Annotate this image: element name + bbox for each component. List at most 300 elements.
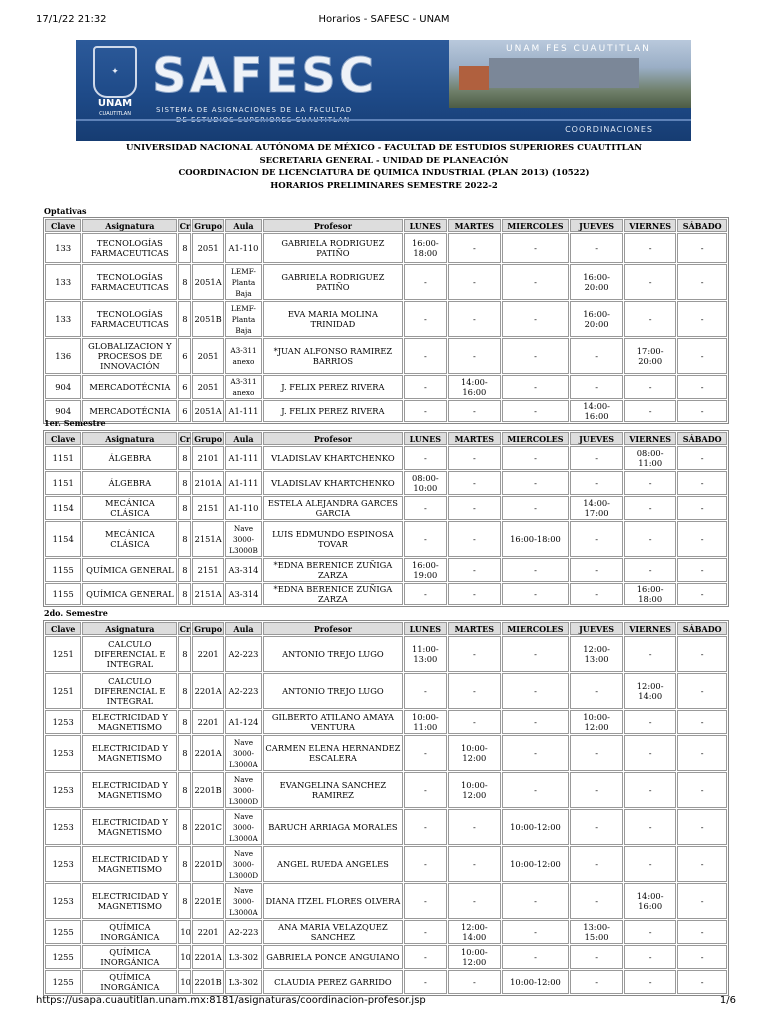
column-header: SÁBADO: [677, 622, 727, 635]
table-cell: [404, 264, 447, 300]
cell-text: -: [472, 314, 476, 324]
table-cell: [263, 809, 402, 845]
cell-text: -: [423, 785, 427, 795]
cell-text: 2051: [197, 243, 219, 253]
table-cell: [624, 521, 677, 557]
column-header: LUNES: [404, 432, 447, 445]
cell-text: 8: [182, 277, 188, 287]
cell-text: A1-111: [228, 478, 259, 488]
cell-text: ÁLGEBRA: [108, 453, 152, 463]
table-cell: [178, 338, 191, 374]
table-cell: [82, 446, 177, 470]
table-cell: [404, 338, 447, 374]
cell-text: -: [595, 686, 598, 696]
cell-text: 8: [182, 896, 188, 906]
cell-text: GABRIELA RODRIGUEZ PATIÑO: [281, 238, 385, 258]
table-cell: [677, 301, 727, 337]
cell-text: A3-311 anexo: [230, 346, 257, 366]
table-row: [45, 338, 727, 374]
cell-text: -: [534, 478, 537, 488]
table-cell: [624, 375, 677, 399]
table-cell: [404, 636, 447, 672]
cell-text: 1155: [52, 565, 74, 575]
cell-text: A2-223: [228, 927, 259, 937]
cell-text: J. FELIX PEREZ RIVERA: [281, 406, 385, 416]
cell-text: 12:00-13:00: [583, 644, 610, 664]
cell-text: QUÍMICA GENERAL: [86, 565, 174, 575]
table-cell: [82, 496, 177, 520]
table-cell: [225, 496, 262, 520]
table-cell: [263, 583, 402, 605]
table-cell: [502, 920, 570, 944]
print-page-title: Horarios - SAFESC - UNAM: [318, 14, 450, 25]
schedule-table: [43, 430, 729, 607]
table-cell: [404, 710, 447, 734]
table-cell: [82, 772, 177, 808]
cell-text: 8: [182, 589, 188, 599]
table-cell: [82, 945, 177, 969]
table-cell: [45, 846, 81, 882]
cell-text: 136: [55, 351, 72, 361]
cell-text: 8: [182, 565, 188, 575]
table-cell: [178, 846, 191, 882]
table-cell: [192, 301, 223, 337]
table-cell: [178, 583, 191, 605]
table-cell: [448, 583, 501, 605]
cell-text: -: [534, 314, 537, 324]
table-cell: [82, 471, 177, 495]
table-cell: [448, 673, 501, 709]
cell-text: 133: [55, 243, 72, 253]
cell-text: MERCADOTÉCNIA: [89, 382, 171, 392]
table-cell: [45, 636, 81, 672]
cell-text: -: [423, 503, 427, 513]
cell-text: 8: [182, 534, 188, 544]
table-cell: [82, 521, 177, 557]
cell-text: -: [700, 503, 704, 513]
cell-text: -: [648, 952, 652, 962]
cell-text: -: [534, 503, 537, 513]
cell-text: -: [423, 351, 427, 361]
cell-text: 2201B: [194, 977, 222, 987]
table-cell: [225, 558, 262, 582]
table-cell: [192, 945, 223, 969]
cell-text: -: [648, 977, 652, 987]
cell-text: -: [472, 243, 476, 253]
table-cell: [570, 636, 623, 672]
cell-text: ESTELA ALEJANDRA GARCES GARCIA: [267, 498, 398, 518]
cell-text: -: [648, 314, 652, 324]
cell-text: 1251: [52, 649, 74, 659]
cell-text: -: [534, 748, 537, 758]
cell-text: -: [648, 406, 652, 416]
table-cell: [570, 583, 623, 605]
cell-text: 1253: [52, 822, 74, 832]
table-cell: [448, 233, 501, 263]
cell-text: 14:00-16:00: [460, 377, 488, 397]
table-cell: [570, 970, 623, 994]
cell-text: -: [534, 952, 537, 962]
table-cell: [448, 636, 501, 672]
cell-text: 14:00-16:00: [583, 401, 610, 421]
cell-text: A3-314: [228, 589, 259, 599]
table-cell: [570, 809, 623, 845]
column-header: Cr: [179, 220, 191, 231]
table-cell: [45, 233, 81, 263]
table-cell: [192, 883, 223, 919]
table-row: [45, 920, 727, 944]
table-cell: [404, 471, 447, 495]
table-cell: [178, 970, 191, 994]
table-cell: [502, 583, 570, 605]
cell-text: -: [700, 952, 704, 962]
table-cell: [263, 710, 402, 734]
table-cell: [404, 846, 447, 882]
table-cell: [448, 496, 501, 520]
table-cell: [448, 264, 501, 300]
cell-text: Nave 3000-L3000D: [228, 848, 259, 880]
table-cell: [82, 970, 177, 994]
table-cell: [448, 883, 501, 919]
column-header: Asignatura: [82, 432, 177, 445]
table-cell: [448, 920, 501, 944]
column-header: Grupo: [194, 433, 223, 444]
table-cell: [82, 558, 177, 582]
cell-text: -: [423, 589, 427, 599]
table-cell: [45, 375, 81, 399]
table-cell: [225, 636, 262, 672]
cell-text: -: [700, 277, 704, 287]
cell-text: MERCADOTÉCNIA: [89, 406, 171, 416]
cell-text: ELECTRICIDAD Y MAGNETISMO: [91, 817, 168, 837]
cell-text: -: [423, 896, 427, 906]
column-header: Profesor: [263, 219, 402, 232]
table-cell: [192, 920, 223, 944]
cell-text: -: [700, 243, 704, 253]
table-cell: [448, 945, 501, 969]
cell-text: -: [648, 649, 652, 659]
heading-line-2: SECRETARIA GENERAL - UNIDAD DE PLANEACIÓN: [259, 155, 509, 166]
table-cell: [45, 446, 81, 470]
table-cell: [192, 338, 223, 374]
cell-text: 2051: [197, 382, 219, 392]
table-cell: [570, 400, 623, 422]
table-cell: [45, 338, 81, 374]
cell-text: 16:00-19:00: [411, 560, 439, 580]
table-cell: [448, 970, 501, 994]
table-row: [45, 735, 727, 771]
column-header: Clave: [45, 432, 81, 445]
table-cell: [570, 772, 623, 808]
cell-text: -: [423, 952, 427, 962]
cell-text: ELECTRICIDAD Y MAGNETISMO: [91, 743, 168, 763]
column-header: JUEVES: [570, 622, 623, 635]
cell-text: -: [472, 649, 476, 659]
cell-text: A3-314: [228, 565, 259, 575]
cell-text: -: [423, 406, 427, 416]
table-cell: [263, 735, 402, 771]
cell-text: -: [534, 382, 537, 392]
cell-text: 2201: [197, 717, 219, 727]
table-cell: [502, 970, 570, 994]
table-cell: [263, 883, 402, 919]
table-cell: [178, 471, 191, 495]
cell-text: -: [700, 589, 704, 599]
column-header: Asignatura: [82, 622, 177, 635]
column-header: Profesor: [263, 622, 402, 635]
cell-text: 2101: [197, 453, 219, 463]
table-cell: [82, 264, 177, 300]
unam-logo-subtext: CUAUTITLAN: [99, 111, 131, 117]
cell-text: 8: [182, 822, 188, 832]
table-cell: [225, 883, 262, 919]
cell-text: 2201A: [194, 748, 222, 758]
cell-text: -: [700, 977, 704, 987]
table-cell: [624, 471, 677, 495]
table-cell: [192, 521, 223, 557]
unam-shield-icon: ✦: [93, 46, 137, 98]
table-cell: [448, 809, 501, 845]
cell-text: -: [648, 565, 652, 575]
table-row: [45, 883, 727, 919]
table-cell: [570, 673, 623, 709]
table-row: [45, 636, 727, 672]
cell-text: 2101A: [194, 478, 222, 488]
column-header: Aula: [225, 432, 262, 445]
cell-text: 16:00-18:00: [636, 584, 664, 604]
table-row: [45, 375, 727, 399]
cell-text: 8: [182, 785, 188, 795]
cell-text: 1253: [52, 748, 74, 758]
table-cell: [192, 673, 223, 709]
table-cell: [677, 233, 727, 263]
cell-text: -: [648, 748, 652, 758]
table-cell: [178, 233, 191, 263]
table-cell: [677, 400, 727, 422]
table-cell: [677, 471, 727, 495]
cell-text: -: [595, 977, 598, 987]
cell-text: 8: [182, 859, 188, 869]
cell-text: 1154: [52, 503, 74, 513]
cell-text: -: [595, 243, 598, 253]
table-cell: [263, 945, 402, 969]
table-cell: [263, 496, 402, 520]
table-cell: [502, 945, 570, 969]
column-header: MARTES: [448, 622, 501, 635]
cell-text: VLADISLAV KHARTCHENKO: [271, 478, 395, 488]
table-cell: [82, 920, 177, 944]
table-cell: [502, 772, 570, 808]
cell-text: CALCULO DIFERENCIAL E INTEGRAL: [94, 676, 166, 706]
cell-text: 08:00-10:00: [411, 473, 439, 493]
table-cell: [263, 301, 402, 337]
table-cell: [225, 920, 262, 944]
cell-text: -: [700, 649, 704, 659]
cell-text: -: [534, 565, 537, 575]
cell-text: -: [423, 748, 427, 758]
table-cell: [624, 710, 677, 734]
cell-text: 6: [182, 406, 188, 416]
table-cell: [404, 772, 447, 808]
table-cell: [570, 846, 623, 882]
heading-line-3: COORDINACION DE LICENCIATURA DE QUIMICA INDUSTRIAL (PLAN 2013) (10522): [178, 168, 590, 178]
cell-text: *EDNA BERENICE ZUÑIGA ZARZA: [273, 584, 393, 604]
table-row: [45, 521, 727, 557]
cell-text: ANA MARIA VELAZQUEZ SANCHEZ: [278, 922, 388, 942]
print-header: [0, 14, 768, 28]
table-cell: [502, 846, 570, 882]
table-cell: [192, 264, 223, 300]
table-cell: [677, 809, 727, 845]
cell-text: -: [595, 896, 598, 906]
section-title: 2do. Semestre: [44, 608, 108, 618]
table-cell: [677, 583, 727, 605]
table-cell: [624, 883, 677, 919]
column-header: LUNES: [404, 219, 447, 232]
table-cell: [178, 883, 191, 919]
table-cell: [502, 809, 570, 845]
table-cell: [570, 558, 623, 582]
cell-text: -: [423, 977, 427, 987]
cell-text: -: [595, 785, 598, 795]
table-cell: [570, 883, 623, 919]
table-cell: [178, 735, 191, 771]
cell-text: L3-302: [228, 977, 259, 987]
cell-text: ELECTRICIDAD Y MAGNETISMO: [91, 854, 168, 874]
banner-fes-label: UNAM FES CUAUTITLAN: [506, 44, 651, 54]
cell-text: -: [648, 503, 652, 513]
table-cell: [448, 375, 501, 399]
table-row: [45, 301, 727, 337]
table-cell: [677, 521, 727, 557]
table-cell: [404, 945, 447, 969]
table-cell: [192, 471, 223, 495]
cell-text: 2051A: [194, 277, 222, 287]
column-header: Asignatura: [82, 219, 177, 232]
cell-text: -: [700, 748, 704, 758]
cell-text: -: [534, 927, 537, 937]
table-cell: [225, 400, 262, 422]
cell-text: 8: [182, 649, 188, 659]
table-cell: [45, 920, 81, 944]
cell-text: QUÍMICA INORGÁNICA: [100, 922, 160, 942]
table-cell: [677, 920, 727, 944]
table-cell: [263, 521, 402, 557]
cell-text: GABRIELA PONCE ANGUIANO: [266, 952, 400, 962]
cell-text: 1251: [52, 686, 74, 696]
table-cell: [677, 735, 727, 771]
cell-text: 10:00-12:00: [583, 712, 610, 732]
cell-text: 2151A: [194, 589, 222, 599]
cell-text: GLOBALIZACION Y PROCESOS DE INNOVACIÓN: [88, 341, 172, 371]
table-row: [45, 970, 727, 994]
table-cell: [192, 496, 223, 520]
cell-text: 16:00-18:00: [411, 238, 439, 258]
table-row: [45, 945, 727, 969]
print-url: https://usapa.cuautitlan.unam.mx:8181/asignaturas/coordinacion-profesor.jsp: [36, 995, 426, 1006]
cell-text: -: [472, 822, 476, 832]
cell-text: 10: [180, 952, 191, 962]
cell-text: -: [595, 589, 598, 599]
cell-text: Nave 3000-L3000A: [229, 811, 258, 843]
cell-text: 10:00-12:00: [460, 743, 488, 763]
cell-text: -: [595, 952, 598, 962]
cell-text: -: [595, 453, 598, 463]
cell-text: 10:00-12:00: [460, 780, 488, 800]
cell-text: -: [423, 927, 427, 937]
table-cell: [225, 375, 262, 399]
table-cell: [82, 583, 177, 605]
table-cell: [404, 920, 447, 944]
cell-text: ELECTRICIDAD Y MAGNETISMO: [91, 780, 168, 800]
cell-text: J. FELIX PEREZ RIVERA: [281, 382, 385, 392]
table-cell: [45, 809, 81, 845]
cell-text: -: [423, 277, 427, 287]
table-cell: [192, 400, 223, 422]
cell-text: A1-111: [228, 453, 259, 463]
table-cell: [178, 264, 191, 300]
table-cell: [502, 673, 570, 709]
table-cell: [448, 846, 501, 882]
cell-text: -: [648, 717, 652, 727]
cell-text: -: [648, 927, 652, 937]
cell-text: -: [472, 453, 476, 463]
cell-text: -: [648, 277, 652, 287]
unam-logo-text: UNAM: [97, 98, 133, 109]
cell-text: -: [700, 382, 704, 392]
column-header: Aula: [225, 219, 262, 232]
table-cell: [263, 471, 402, 495]
column-header: Grupo: [194, 220, 223, 231]
table-cell: [624, 558, 677, 582]
table-cell: [178, 446, 191, 470]
column-header: Grupo: [194, 623, 223, 634]
cell-text: -: [534, 785, 537, 795]
cell-text: *JUAN ALFONSO RAMIREZ BARRIOS: [273, 346, 393, 366]
cell-text: 1151: [52, 478, 74, 488]
cell-text: -: [700, 717, 704, 727]
table-cell: [570, 471, 623, 495]
cell-text: DIANA ITZEL FLORES OLVERA: [265, 896, 401, 906]
cell-text: -: [472, 534, 476, 544]
table-cell: [263, 233, 402, 263]
table-cell: [263, 772, 402, 808]
cell-text: -: [595, 351, 598, 361]
table-cell: [225, 970, 262, 994]
column-header: Profesor: [263, 432, 402, 445]
table-cell: [45, 772, 81, 808]
table-cell: [225, 583, 262, 605]
cell-text: -: [700, 896, 704, 906]
table-cell: [677, 338, 727, 374]
table-cell: [677, 496, 727, 520]
column-header: VIERNES: [624, 432, 677, 445]
cell-text: 2201A: [194, 952, 222, 962]
table-cell: [192, 846, 223, 882]
table-cell: [192, 446, 223, 470]
column-header: SÁBADO: [677, 219, 727, 232]
cell-text: -: [648, 534, 652, 544]
table-row: [45, 846, 727, 882]
cell-text: -: [648, 859, 652, 869]
cell-text: 17:00-20:00: [636, 346, 664, 366]
column-header: MIERCOLES: [502, 219, 570, 232]
cell-text: 10: [180, 977, 191, 987]
cell-text: 10:00-12:00: [510, 859, 561, 869]
table-cell: [45, 710, 81, 734]
cell-text: 1253: [52, 859, 74, 869]
table-cell: [45, 521, 81, 557]
